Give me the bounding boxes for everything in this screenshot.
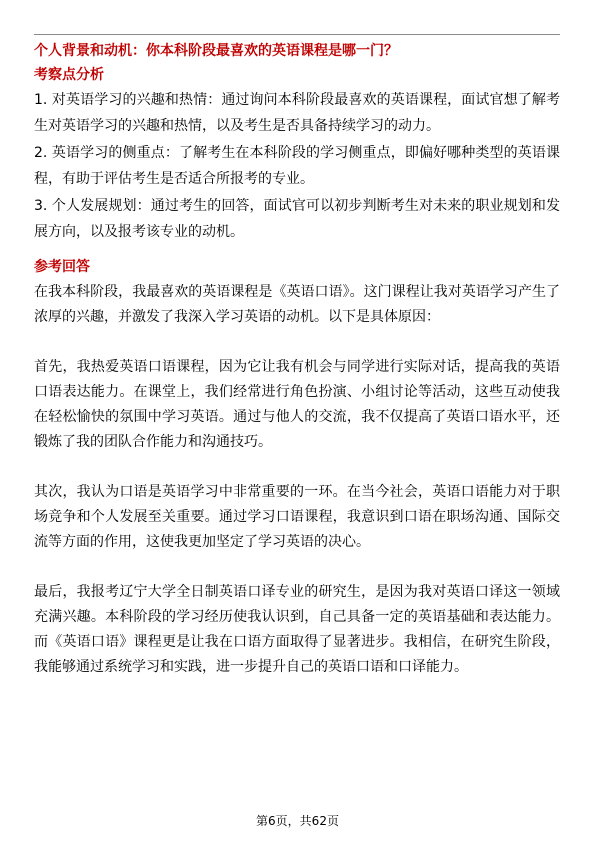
analysis-heading: 考察点分析 [34,67,104,83]
answer-heading: 参考回答 [34,259,90,275]
page-number: 第6页，共62页 [256,814,339,828]
answer-paragraph: 最后，我报考辽宁大学全日制英语口译专业的研究生，是因为我对英语口译这一领域充满兴趣。本科阶段的学习经历使我认识到，自己具备一定的英语基础和表达能力。而《英语口语》课程更是让我在口语方面取得了显著进步。我相信，在研究生阶段，我能够通过系统学习和实践，进一步提升自己的英语口语和口译能力。 [34,584,560,675]
document-body [34,41,560,680]
analysis-point: 3. 个人发展规划：通过考生的回答，面试官可以初步判断考生对未来的职业规划和发展方向，以及报考该专业的动机。 [34,198,560,240]
answer-paragraph: 在我本科阶段，我最喜欢的英语课程是《英语口语》。这门课程让我对英语学习产生了浓厚的兴趣，并激发了我深入学习英语的动机。以下是具体原因： [34,284,560,325]
question-title: 个人背景和动机：你本科阶段最喜欢的英语课程是哪一门？ [34,43,398,59]
answer-body [34,280,560,680]
analysis-point: 2. 英语学习的侧重点：了解考生在本科阶段的学习侧重点，即偏好哪种类型的英语课程，有助于评估考生是否适合所报考的专业。 [34,145,560,187]
header-rule [34,34,560,35]
answer-paragraph: 首先，我热爱英语口语课程，因为它让我有机会与同学进行实际对话，提高我的英语口语表达能力。在课堂上，我们经常进行角色扮演、小组讨论等活动，这些互动使我在轻松愉快的氛围中学习英语。通过与他人的交流，我不仅提高了英语口语水平，还锻炼了我的团队合作能力和沟通技巧。 [34,359,560,450]
answer-paragraph: 其次，我认为口语是英语学习中非常重要的一环。在当今社会，英语口语能力对于职场竞争和个人发展至关重要。通过学习口语课程，我意识到口语在职场沟通、国际交流等方面的作用，这使我更加坚定了学习英语的决心。 [34,484,560,550]
analysis-point: 1. 对英语学习的兴趣和热情：通过询问本科阶段最喜欢的英语课程，面试官想了解考生对英语学习的兴趣和热情，以及考生是否具备持续学习的动力。 [34,92,560,134]
analysis-list [34,88,560,245]
